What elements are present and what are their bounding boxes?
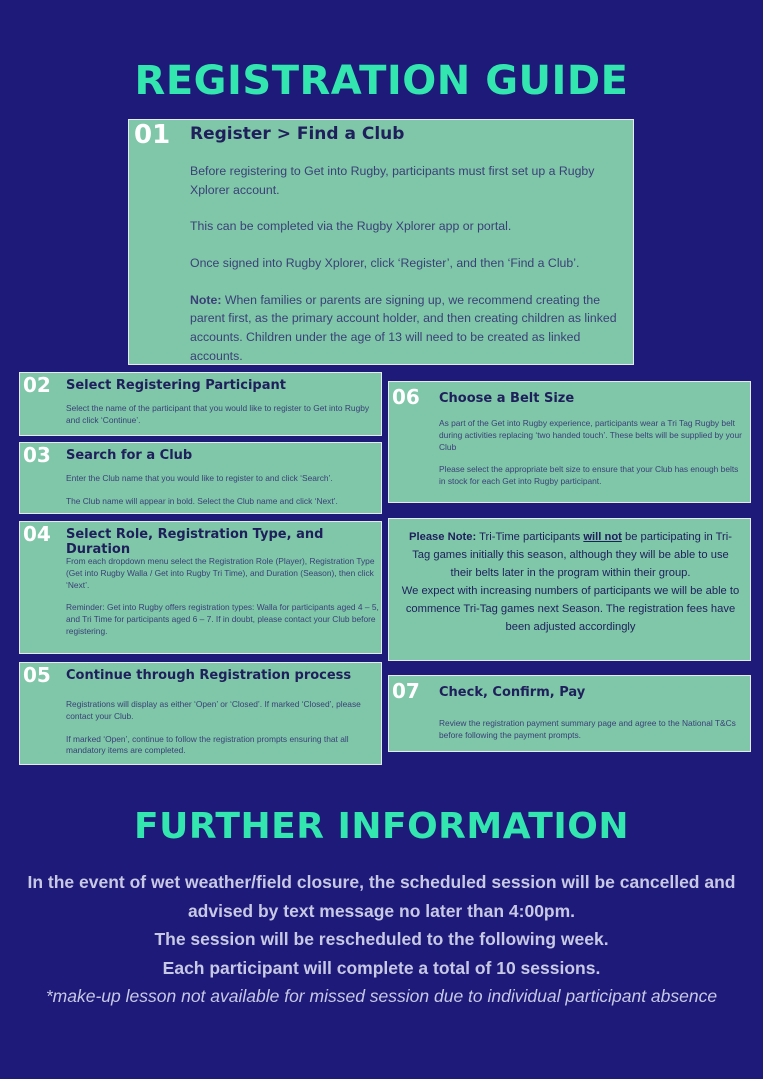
- step-heading: Choose a Belt Size: [439, 391, 575, 406]
- step-number: 05: [23, 663, 51, 687]
- step-number: 02: [23, 373, 51, 397]
- please-note-card: [388, 518, 751, 661]
- note-text: Tri-Time participants: [476, 531, 584, 543]
- step-heading: Select Role, Registration Type, and Duration: [66, 527, 324, 557]
- step-paragraph: Enter the Club name that you would like to register to and click ‘Search’.: [66, 473, 333, 483]
- step-paragraph: The Club name will appear in bold. Select the Club name and click ‘Next’.: [66, 495, 338, 506]
- step-body: [66, 699, 382, 765]
- step-paragraph: If marked ‘Open’, continue to follow the registration prompts ensuring that all mandatory items are completed.: [66, 733, 349, 756]
- note-label: Note:: [190, 292, 222, 307]
- page-title: REGISTRATION GUIDE: [134, 58, 629, 104]
- info-line: In the event of wet weather/field closure, the scheduled session will be cancelled and advised by text message no later than 4:00pm.: [27, 872, 736, 921]
- step-01-card: [128, 119, 634, 365]
- step-number: 03: [23, 443, 51, 467]
- step-body: [66, 556, 382, 649]
- step-number: 01: [134, 120, 171, 150]
- note-label: Please Note:: [409, 531, 477, 543]
- step-number: 06: [392, 385, 420, 409]
- step-paragraph: Please select the appropriate belt size to ensure that your Club has enough belts in stock for each Get into Rugby participant.: [439, 464, 739, 487]
- further-information-text: [20, 868, 743, 1011]
- step-02-card: [19, 372, 382, 436]
- step-03-card: [19, 442, 382, 514]
- step-paragraph: Registrations will display as either ‘Open’ or ‘Closed’. If marked ‘Closed’, please contact your Club.: [66, 699, 361, 721]
- step-07-card: [388, 675, 751, 752]
- step-body: [439, 418, 747, 499]
- step-heading: Continue through Registration process: [66, 668, 352, 683]
- step-number: 07: [392, 679, 420, 703]
- step-paragraph: From each dropdown menu select the Registration Role (Player), Registration Type (Get into Rugby Walla / Get into Rugby Tri Time), and Duration (Season), then click ‘Next’.: [66, 556, 375, 590]
- step-body: [66, 473, 382, 514]
- step-heading: Search for a Club: [66, 448, 193, 463]
- note-body: [401, 529, 740, 637]
- note-text: When families or parents are signing up, we recommend creating the parent first, as the primary account holder, and then creating children as linked accounts. Children under the age of 13 will need to be created as linked accounts.: [190, 292, 617, 363]
- step-heading: Register > Find a Club: [190, 124, 405, 144]
- step-heading: Check, Confirm, Pay: [439, 685, 586, 700]
- step-paragraph: Review the registration payment summary page and agree to the National T&Cs before following the payment prompts.: [439, 718, 736, 740]
- note-paragraph: [401, 529, 740, 583]
- step-06-card: [388, 381, 751, 503]
- note-paragraph: We expect with increasing numbers of participants we will be able to commence Tri-Tag games next Season. The registration fees have been adjusted accordingly: [401, 584, 740, 633]
- step-number: 04: [23, 522, 51, 546]
- step-paragraph: As part of the Get into Rugby experience, participants wear a Tri Tag Rugby belt during activities replacing ‘two handed touch’. These belts will be supplied by your Club: [439, 418, 742, 452]
- step-paragraph: Select the name of the participant that you would like to register to Get into Rugby and click ‘Continue’.: [66, 403, 370, 425]
- further-information-title: FURTHER INFORMATION: [134, 806, 629, 847]
- step-05-card: [19, 662, 382, 765]
- step-body: [439, 718, 747, 752]
- info-disclaimer: *make-up lesson not available for missed session due to individual participant absence: [45, 986, 718, 1006]
- step-paragraph: Before registering to Get into Rugby, participants must first set up a Rugby Xplorer account.: [190, 164, 595, 197]
- info-line: The session will be rescheduled to the following week.: [154, 929, 609, 949]
- step-note: [190, 291, 630, 365]
- step-body: [66, 403, 382, 436]
- step-heading: Select Registering Participant: [66, 378, 286, 393]
- step-paragraph: Once signed into Rugby Xplorer, click ‘Register’, and then ‘Find a Club’.: [190, 256, 580, 271]
- step-paragraph: This can be completed via the Rugby Xplorer app or portal.: [190, 219, 512, 234]
- info-line: Each participant will complete a total of 10 sessions.: [162, 957, 601, 978]
- note-text: be participating in Tri-Tag games initially this season, although they will be able to use their belts later in the program within their group.: [412, 531, 732, 579]
- step-paragraph: Reminder: Get into Rugby offers registration types: Walla for participants aged 4 – 5, and Tri Time for participants aged 6 – 7. If in doubt, please contact your Club before registering.: [66, 602, 379, 636]
- step-body: [190, 162, 630, 365]
- step-04-card: [19, 521, 382, 654]
- note-emphasis: will not: [583, 531, 622, 543]
